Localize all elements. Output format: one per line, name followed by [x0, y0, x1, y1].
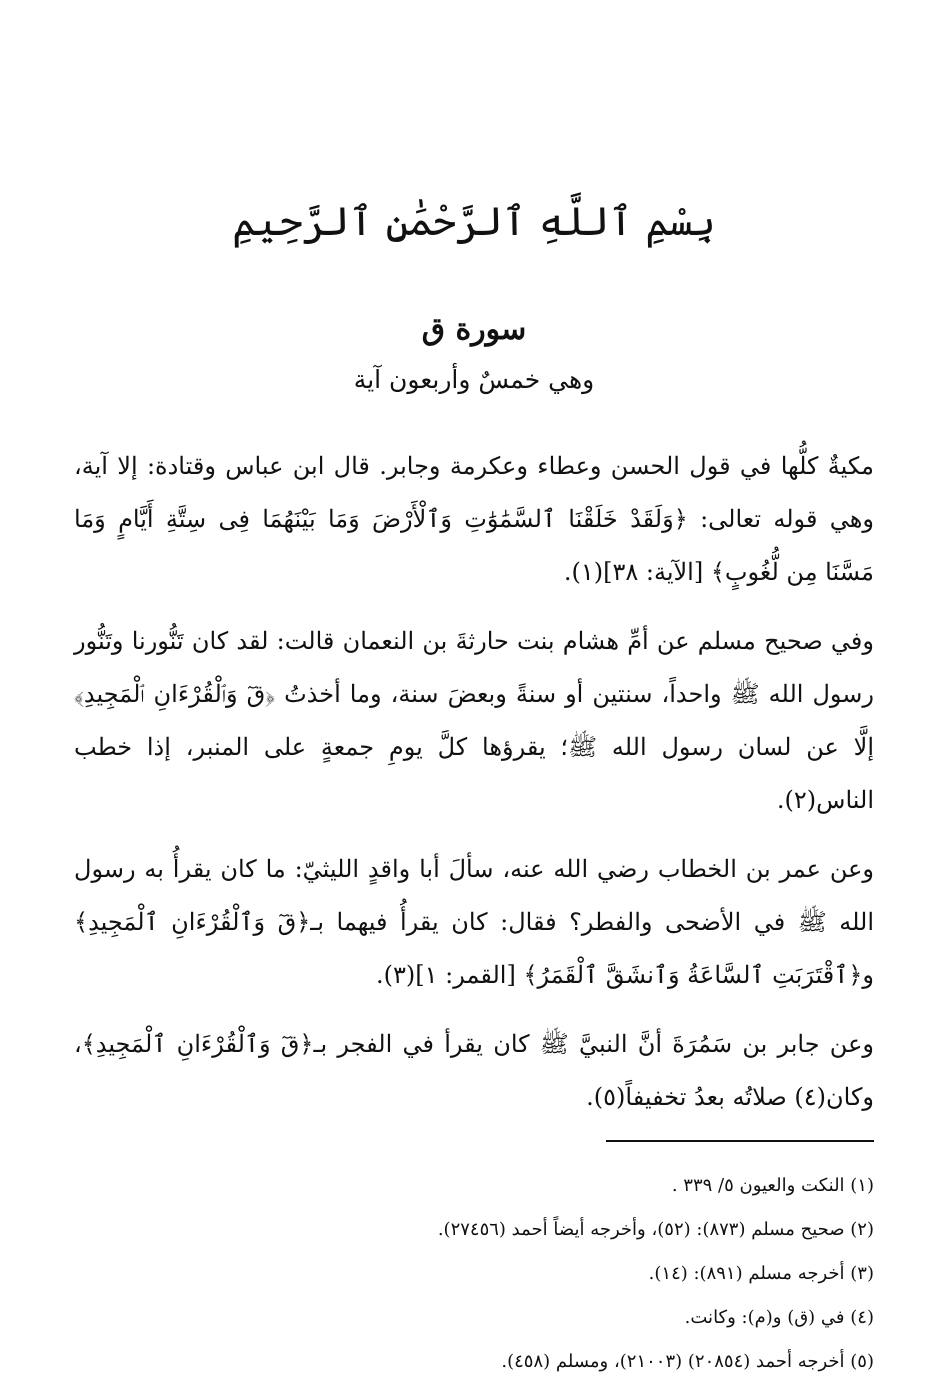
- footnote: (٢) صحيح مسلم (٨٧٣): (٥٢)، وأخرجه أيضاً أحمد (٢٧٤٥٦).: [437, 1219, 874, 1240]
- surah-subtitle: وهي خمسٌ وأربعون آية: [353, 365, 595, 394]
- footnote: (١) النكت والعيون ٥/ ٣٣٩ .: [671, 1175, 874, 1196]
- footnote-separator: [606, 1140, 874, 1142]
- body-text: [74, 440, 874, 1124]
- basmala: بِسْمِ ٱللَّهِ ٱلرَّحْمَٰنِ ٱلرَّحِيمِ: [232, 199, 716, 245]
- paragraph: وعن عمر بن الخطاب رضي الله عنه، سألَ أبا واقدٍ الليثيّ: ما كان يقرأُ به رسول الله ﷺ في الأضحى والفطر؟ فقال: كان يقرأُ فيهما بـ﴿قٓ وَٱلْقُرْءَانِ ٱلْمَجِيدِ﴾ و﴿ٱقْتَرَبَتِ ٱلسَّاعَةُ وَٱنشَقَّ ٱلْقَمَرُ﴾ [القمر: ١](٣).: [74, 855, 874, 989]
- footnote: (٣) أخرجه مسلم (٨٩١): (١٤).: [648, 1263, 874, 1284]
- paragraph: وفي صحيح مسلم عن أمِّ هشام بنت حارثةَ بن النعمان قالت: لقد كان تَنُّورنا وتَنُّور رسول الله ﷺ واحداً، سنتين أو سنةً وبعضَ سنة، وما أخذتُ ﴿قٓ وَٱلْقُرْءَانِ ٱلْمَجِيدِ﴾ إلَّا عن لسان رسول الله ﷺ؛ يقرؤها كلَّ يومِ جمعةٍ على المنبر، إذا خطب الناس(٢).: [74, 627, 874, 814]
- paragraph: وعن جابر بن سَمُرَةَ أنَّ النبيَّ ﷺ كان يقرأ في الفجر بـ﴿قٓ وَٱلْقُرْءَانِ ٱلْمَجِيدِ﴾، وكان(٤) صلاتُه بعدُ تخفيفاً(٥).: [74, 1030, 874, 1111]
- footnote: (٥) أخرجه أحمد (٢٠٨٥٤) (٢١٠٠٣)، ومسلم (٤٥٨).: [501, 1351, 874, 1372]
- footnote: (٤) في (ق) و(م): وكانت.: [684, 1307, 874, 1328]
- surah-title: سورة ق: [421, 312, 527, 347]
- paragraph: مكيةٌ كلُّها في قول الحسن وعطاء وعكرمة وجابر. قال ابن عباس وقتادة: إلا آية، وهي قوله تعالى: ﴿وَلَقَدْ خَلَقْنَا ٱلسَّمَٰوَٰتِ وَٱلْأَرْضَ وَمَا بَيْنَهُمَا فِى سِتَّةِ أَيَّامٍ وَمَا مَسَّنَا مِن لُّغُوبٍ﴾ [الآية: ٣٨](١).: [74, 452, 874, 586]
- footnotes: [74, 1164, 874, 1384]
